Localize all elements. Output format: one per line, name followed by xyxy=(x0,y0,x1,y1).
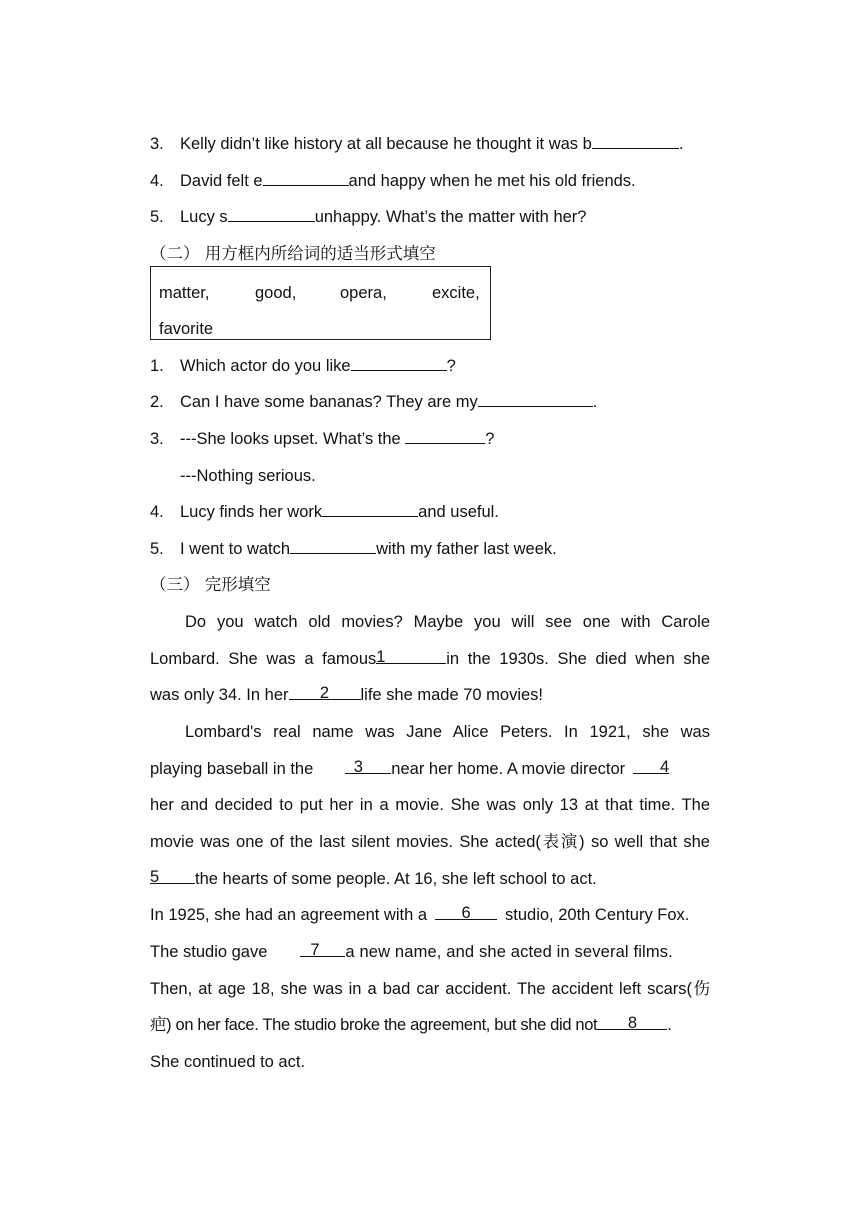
passage-line: Lombard. She was a famous1 in the 1930s. She died when she xyxy=(150,648,710,668)
word-box-item: favorite xyxy=(159,320,214,338)
passage-line: In 1925, she had an agreement with a 6 studio, 20th Century Fox. xyxy=(150,904,690,924)
answer-blank[interactable] xyxy=(478,392,593,407)
question-4: 4. Lucy finds her work and useful. xyxy=(150,503,499,521)
passage-line: Lombard's real name was Jane Alice Peters. In 1921, she was xyxy=(185,723,710,741)
passage-line: The studio gave 7 a new name, and she acted in several films. xyxy=(150,941,673,961)
passage-line: playing baseball in the 3 near her home. A movie director 4 xyxy=(150,758,670,778)
question-3: 3. Kelly didn’t like history at all because he thought it was b . xyxy=(150,135,684,153)
section-heading: （二） 用方框内所给词的适当形式填空 xyxy=(150,244,436,263)
answer-blank[interactable] xyxy=(351,356,447,371)
passage-line: 5 the hearts of some people. At 16, she left school to act. xyxy=(150,868,597,888)
cloze-blank-3[interactable]: 3 xyxy=(345,759,391,774)
question-1: 1. Which actor do you like ? xyxy=(150,357,456,375)
word-box xyxy=(150,266,491,340)
passage-line: Then, at age 18, she was in a bad car accident. The accident left scars(伤 xyxy=(150,980,710,998)
cloze-blank-8[interactable]: 8 xyxy=(597,1015,667,1030)
cloze-blank-6[interactable]: 6 xyxy=(435,905,497,920)
question-2: 2. Can I have some bananas? They are my . xyxy=(150,393,598,411)
answer-blank[interactable] xyxy=(592,134,679,149)
question-4: 4. David felt e and happy when he met his old friends. xyxy=(150,172,636,190)
cloze-blank-1[interactable]: 1 xyxy=(376,649,446,664)
passage-line: was only 34. In her 2 life she made 70 movies! xyxy=(150,684,544,704)
answer-blank[interactable] xyxy=(405,429,485,444)
cloze-blank-5[interactable]: 5 xyxy=(150,869,195,884)
question-5: 5. Lucy s unhappy. What’s the matter with her? xyxy=(150,208,587,226)
word-box-item: opera, xyxy=(340,284,387,302)
section-heading: （三） 完形填空 xyxy=(150,575,271,594)
passage-line: 疤) on her face. The studio broke the agreement, but she did not 8 . xyxy=(150,1014,672,1034)
word-box-item: good, xyxy=(255,284,297,302)
cloze-blank-2[interactable]: 2 xyxy=(289,685,361,700)
answer-blank[interactable] xyxy=(263,171,349,186)
passage-line: She continued to act. xyxy=(150,1053,306,1071)
answer-blank[interactable] xyxy=(322,502,418,517)
passage-line: Do you watch old movies? Maybe you will see one with Carole xyxy=(185,613,710,631)
word-box-item: matter, xyxy=(159,284,210,302)
passage-line: movie was one of the last silent movies. She acted(表演) so well that she xyxy=(150,833,710,851)
answer-blank[interactable] xyxy=(228,207,315,222)
answer-blank[interactable] xyxy=(290,539,376,554)
passage-line: her and decided to put her in a movie. She was only 13 at that time. The xyxy=(150,796,710,814)
cloze-blank-7[interactable]: 7 xyxy=(300,942,345,957)
question-3: 3. ---She looks upset. What’s the ? xyxy=(150,430,495,448)
word-box-item: excite, xyxy=(432,284,480,302)
question-3-response: ---Nothing serious. xyxy=(180,467,316,485)
question-5: 5. I went to watch with my father last week. xyxy=(150,540,557,558)
cloze-blank-4[interactable]: 4 xyxy=(633,759,669,774)
